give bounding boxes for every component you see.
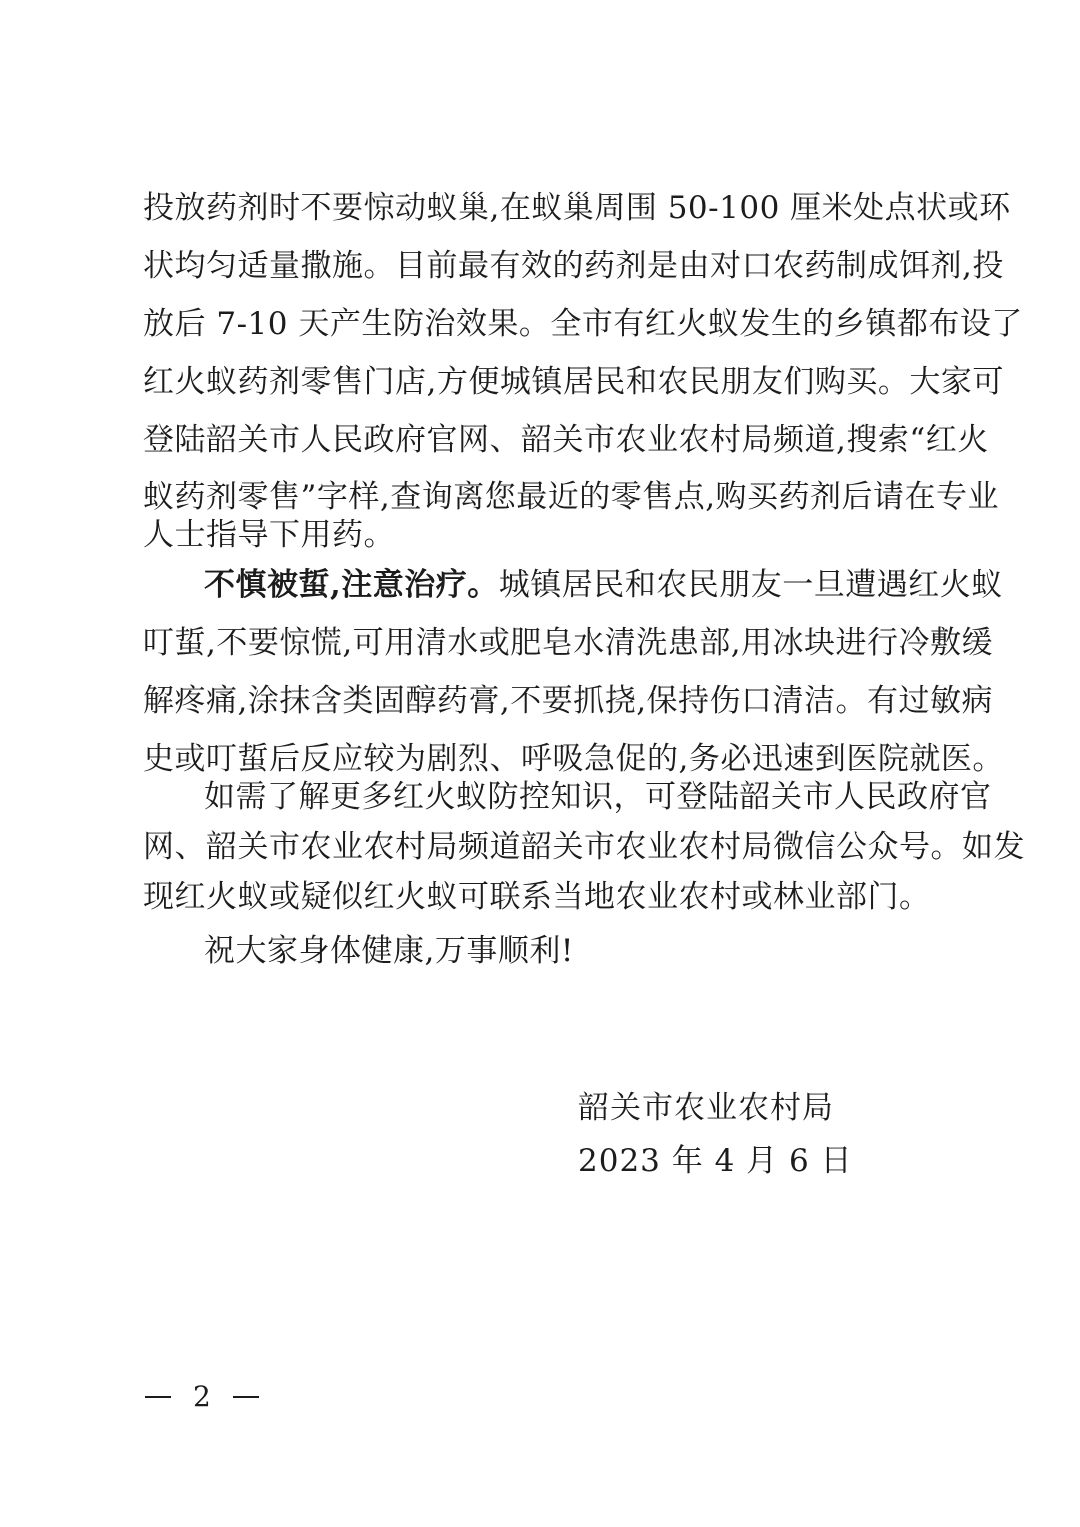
paragraph-2-line-3: 解疼痛,涂抹含类固醇药膏,不要抓挠,保持伤口清洁。有过敏病 [143,683,994,719]
page-number: 2 [193,1379,211,1413]
paragraph-3-line-3: 现红火蚁或疑似红火蚁可联系当地农业农村或林业部门。 [143,879,931,915]
page-number-left-dash [145,1396,171,1398]
page-number-footer [145,1377,259,1415]
page-number-right-dash [233,1396,259,1398]
closing-greeting: 祝大家身体健康,万事顺利! [204,933,574,969]
paragraph-2-first-line-text: 城镇居民和农民朋友一旦遭遇红火蚁 [498,567,1003,603]
paragraph-1-line-2: 状均匀适量撒施。目前最有效的药剂是由对口农药制成饵剂,投 [143,248,1004,284]
paragraph-1-line-5: 登陆韶关市人民政府官网、韶关市农业农村局频道,搜索“红火 [143,422,989,458]
paragraph-3-line-1: 如需了解更多红火蚁防控知识，可登陆韶关市人民政府官 [204,779,992,815]
paragraph-1-line-1: 投放药剂时不要惊动蚁巢,在蚁巢周围 50-100 厘米处点状或环 [143,190,1011,226]
paragraph-1-line-7: 人士指导下用药。 [143,517,395,553]
paragraph-2-heading: 不慎被蜇,注意治疗。 [204,567,499,603]
signature-organization: 韶关市农业农村局 [578,1090,834,1126]
signature-date: 2023 年 4 月 6 日 [578,1143,853,1179]
paragraph-2-line-4: 史或叮蜇后反应较为剧烈、呼吸急促的,务必迅速到医院就医。 [143,741,1004,777]
paragraph-3-line-2: 网、韶关市农业农村局频道韶关市农业农村局微信公众号。如发 [143,829,1025,865]
paragraph-2-line-2: 叮蜇,不要惊慌,可用清水或肥皂水清洗患部,用冰块进行冷敷缓 [143,625,994,661]
paragraph-2-line-1 [204,565,1003,605]
paragraph-1-line-6: 蚁药剂零售”字样,查询离您最近的零售点,购买药剂后请在专业 [143,479,1000,515]
paragraph-1-line-4: 红火蚁药剂零售门店,方便城镇居民和农民朋友们购买。大家可 [143,364,1004,400]
paragraph-1-line-3: 放后 7-10 天产生防治效果。全市有红火蚁发生的乡镇都布设了 [143,306,1023,342]
